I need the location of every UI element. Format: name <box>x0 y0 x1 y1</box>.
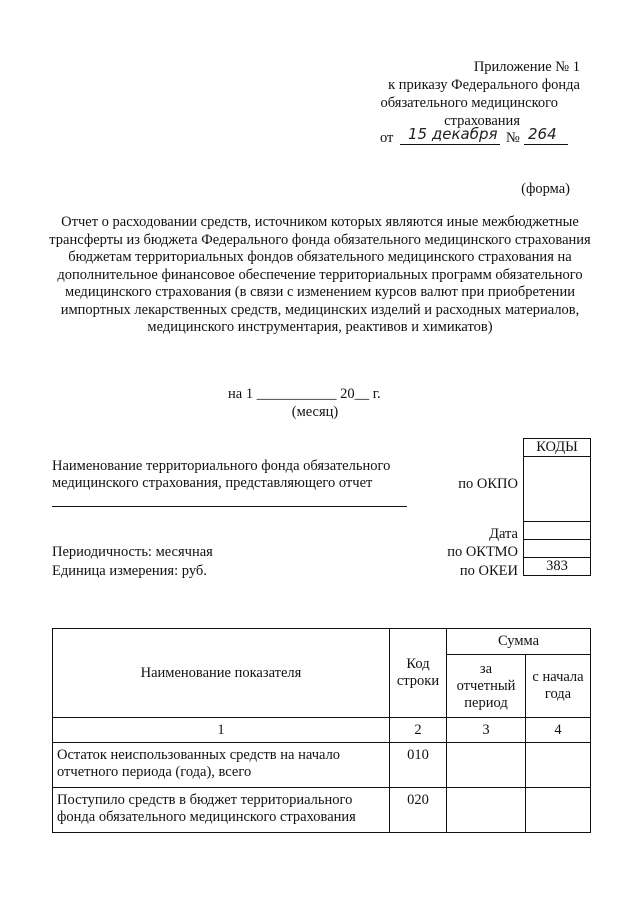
row-period-value[interactable] <box>447 743 526 788</box>
column-numbers-row <box>53 718 591 743</box>
row-period-value[interactable] <box>447 788 526 833</box>
order-date-handwritten: 15 декабря <box>408 125 498 143</box>
col-name-header: Наименование показателя <box>53 629 390 718</box>
row-name: Остаток неиспользованных средств на начало отчетного периода (года), всего <box>53 743 390 788</box>
date-prefix: на 1 <box>228 386 254 402</box>
number-label: № <box>506 130 520 146</box>
order-number-underline <box>524 144 568 145</box>
row-code: 010 <box>390 743 447 788</box>
col-number: 4 <box>526 718 591 743</box>
from-label: от <box>380 130 394 146</box>
appendix-line-3: обязательного медицинского <box>380 95 558 111</box>
table-row <box>53 788 591 833</box>
col-year-header: с начала года <box>526 655 591 718</box>
table-row <box>53 743 591 788</box>
oktmo-cell[interactable] <box>524 540 591 558</box>
row-name: Поступило средств в бюджет территориального фонда обязательного медицинского страхования <box>53 788 390 833</box>
col-number: 3 <box>447 718 526 743</box>
report-date-line <box>228 386 408 403</box>
row-code: 020 <box>390 788 447 833</box>
form-label: (форма) <box>521 181 570 197</box>
col-period-header: за отчетный период <box>447 655 526 718</box>
unit-of-measure: Единица измерения: руб. <box>52 563 207 579</box>
date-cell[interactable] <box>524 522 591 540</box>
appendix-line-2: к приказу Федерального фонда <box>388 77 580 93</box>
okei-cell: 383 <box>524 558 591 576</box>
month-label: (месяц) <box>291 404 339 420</box>
fund-name-field[interactable] <box>52 506 407 507</box>
periodicity: Периодичность: месячная <box>52 544 213 560</box>
appendix-line-4: страхования <box>444 113 520 129</box>
col-sum-header: Сумма <box>447 629 591 655</box>
col-number: 1 <box>53 718 390 743</box>
appendix-title: Приложение № 1 <box>473 59 580 75</box>
fund-name-line-2: медицинского страхования, представляющего отчет <box>52 475 373 491</box>
col-number: 2 <box>390 718 447 743</box>
okpo-cell[interactable] <box>524 457 591 522</box>
report-table <box>52 628 591 833</box>
date-year: 20__ г. <box>340 386 381 402</box>
col-code-header: Код строки <box>390 629 447 718</box>
fund-name-line-1: Наименование территориального фонда обязательного <box>52 458 391 474</box>
report-title: Отчет о расходовании средств, источником которых являются иные межбюджетные трансферты из бюджета Федерального фонда обязательного медицинского страхования бюджетам территориальных фондов обязательного медицинского страхования на дополнительное финансовое обеспечение территориальных программ обязательного медицинского страхования (в связи с изменением курсов валют при приобретении импортных лекарственных средств, медицинских изделий и расходных материалов, медицинского инструментария, реактивов и химикатов) <box>49 214 591 335</box>
order-date-line <box>380 126 580 148</box>
appendix-block <box>340 58 580 130</box>
order-date-underline <box>400 144 500 145</box>
order-number-handwritten: 264 <box>528 125 557 143</box>
codes-header: КОДЫ <box>524 439 591 457</box>
oktmo-label: по ОКТМО <box>447 544 518 560</box>
okei-label: по ОКЕИ <box>459 563 518 579</box>
row-year-value[interactable] <box>526 788 591 833</box>
date-blank[interactable]: ___________ <box>256 386 337 402</box>
row-year-value[interactable] <box>526 743 591 788</box>
date-code-label: Дата <box>489 526 518 542</box>
codes-table <box>523 438 591 576</box>
okpo-label: по ОКПО <box>458 476 518 492</box>
